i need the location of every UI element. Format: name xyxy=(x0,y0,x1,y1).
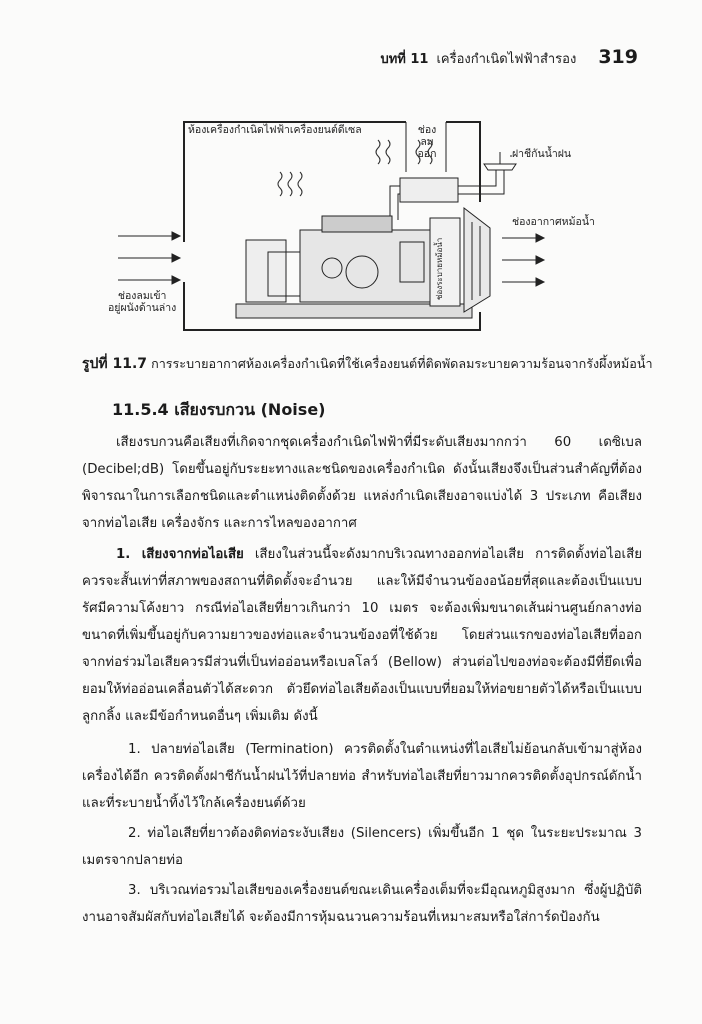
chapter-label: บทที่ 11 xyxy=(380,52,429,67)
paragraph-noise-intro: เสียงรบกวนคือเสียงที่เกิดจากชุดเครื่องกำเนิดไฟฟ้าที่มีระดับเสียงมากกว่า 60 เดซิเบล (Decibel;dB) โดยขึ้นอยู่กับระยะทางและชนิดของเครื่องกำเนิด ดังนั้นเสียงจึงเป็นส่วนสำคัญที่ต้องพิจารณาในการเลือกชนิดและตำแหน่งติดตั้งด้วย แหล่งกำเนิดเสียงอาจแบ่งได้ 3 ประเภท คือเสียงจากท่อไอเสีย เครื่องจักร และการไหลของอากาศ xyxy=(82,435,642,531)
paragraph-silencers: 2. ท่อไอเสียที่ยาวต้องติดท่อระงับเสียง (Silencers) เพิ่มขึ้นอีก 1 ชุด ในระยะประมาณ 3 เมตรจากปลายท่อ xyxy=(82,826,642,868)
room-label: ห้องเครื่องกำเนิดไฟฟ้าเครื่องยนต์ดีเซล xyxy=(188,124,362,136)
rain-cap-label: ฝาชีกันน้ำฝน xyxy=(512,148,572,160)
caption-number: รูปที่ 11.7 xyxy=(82,356,148,372)
figure-ventilation-diagram xyxy=(100,112,600,348)
caption-text: การระบายอากาศห้องเครื่องกำเนิดที่ใช้เครื่องยนต์ที่ติดพัดลมระบายความร้อนจากรังผึ้งหม้อน้ำ xyxy=(151,356,653,371)
paragraph-termination: 1. ปลายท่อไอเสีย (Termination) ควรติดตั้งในตำแหน่งที่ไอเสียไม่ย้อนกลับเข้ามาสู่ห้องเครื่องได้อีก ควรติดตั้งฝาชีกันน้ำฝนไว้ที่ปลายท่อ สำหรับท่อไอเสียที่ยาวมากควรติดตั้งอุปกรณ์ดักน้ำและที่ระบายน้ำทิ้งไว้ใกล้เครื่องยนต์ด้วย xyxy=(82,742,642,811)
page-number: 319 xyxy=(598,46,638,68)
section-heading: 11.5.4 เสียงรบกวน (Noise) xyxy=(112,400,326,419)
exhaust-noise-heading: 1. เสียงจากท่อไอเสีย xyxy=(116,547,244,562)
figure-caption xyxy=(82,353,653,375)
paragraph-exhaust-noise: 1. เสียงจากท่อไอเสีย เสียงในส่วนนี้จะดังมากบริเวณทางออกท่อไอเสีย การติดตั้งท่อไอเสียควรจะสั้นเท่าที่สภาพของสถานที่ติดตั้งจะอำนวย และให้มีจำนวนข้องอน้อยที่สุดและต้องเป็นแบบรัศมีความโค้งยาว กรณีท่อไอเสียที่ยาวเกินกว่า 10 เมตร จะต้องเพิ่มขนาดเส้นผ่านศูนย์กลางท่อ ขนาดที่เพิ่มขึ้นอยู่กับความยาวของท่อและจำนวนข้องอที่ใช้ด้วย โดยส่วนแรกของท่อไอเสียที่ออกจากท่อร่วมไอเสียควรมีส่วนที่เป็นท่ออ่อนหรือเบลโลว์ (Bellow) ส่วนต่อไปของท่อจะต้องมีที่ยึดเพื่อยอมให้ท่ออ่อนเคลื่อนตัวได้สะดวก ตัวยึดท่อไอเสียต้องเป็นแบบที่ยอมให้ท่อขยายตัวได้หรือเป็นแบบลูกกลิ้ง และมีข้อกำหนดอื่นๆ เพิ่มเติม ดังนี้ xyxy=(82,547,643,724)
vent-out-label: ช่อง ลม ออก xyxy=(417,124,437,160)
radiator-air-label: ช่องอากาศหม้อน้ำ xyxy=(512,216,595,228)
running-header xyxy=(380,46,638,69)
inlet-label: ช่องลมเข้า อยู่ผนังด้านล่าง xyxy=(108,290,177,314)
chapter-title: เครื่องกำเนิดไฟฟ้าสำรอง xyxy=(436,52,577,67)
duct-label: ช่องระบายหม้อน้ำ xyxy=(435,237,444,300)
paragraph-insulation: 3. บริเวณท่อรวมไอเสียของเครื่องยนต์ขณะเดินเครื่องเต็มที่จะมีอุณหภูมิสูงมาก ซึ่งผู้ปฏิบัติงานอาจสัมผัสกับท่อไอเสียได้ จะต้องมีการหุ้มฉนวนความร้อนที่เหมาะสมหรือใส่การ์ดป้องกัน xyxy=(82,883,642,925)
